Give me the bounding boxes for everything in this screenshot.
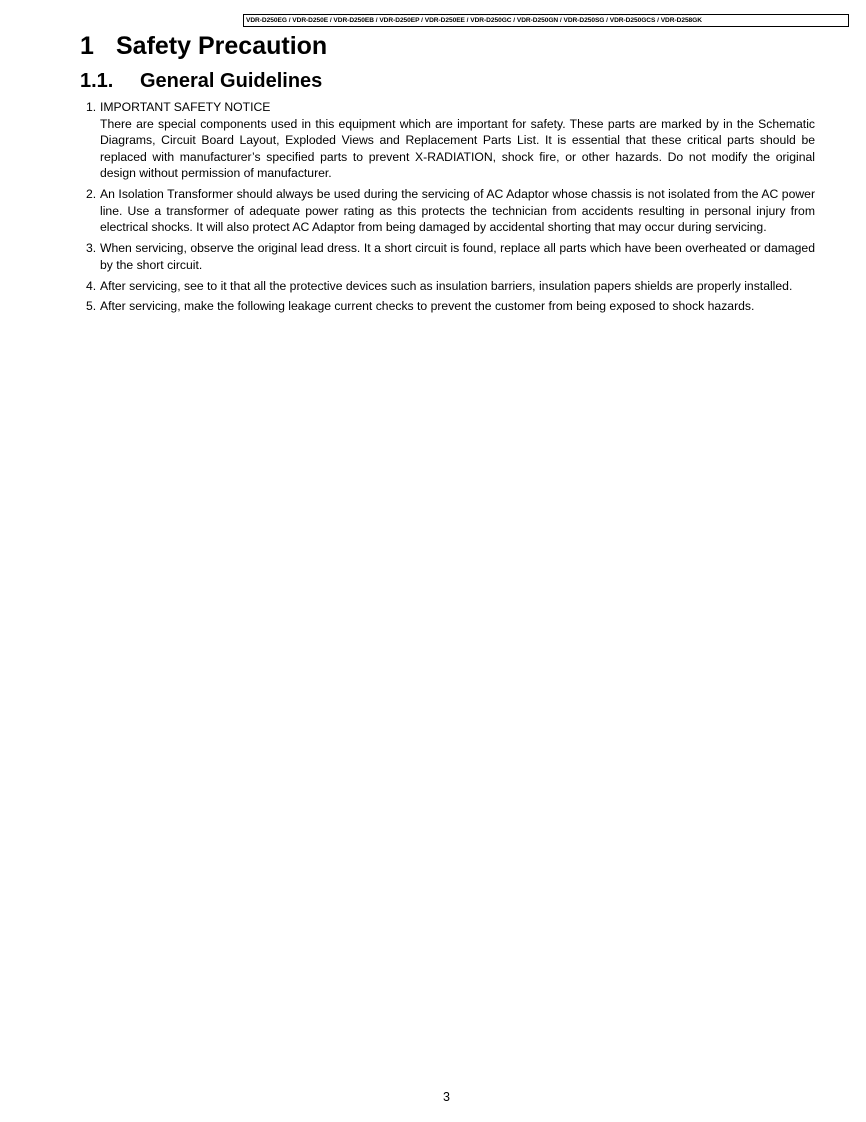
- list-item: [84, 99, 815, 182]
- list-item-title: IMPORTANT SAFETY NOTICE: [100, 100, 271, 114]
- list-item: [84, 298, 815, 315]
- list-item-text: There are special components used in this equipment which are important for safety. These parts are marked by in the Schematic Diagrams, Circuit Board Layout, Exploded Views and Replacement Parts List. It is essential that these critical parts should be replaced with manufacturer’s specified parts to prevent X-RADIATION, shock fire, or other hazards. Do not modify the original design without permission of manufacturer.: [100, 116, 815, 181]
- list-item: [84, 186, 815, 236]
- list-item: [84, 240, 815, 273]
- list-item-number: 3.: [86, 241, 97, 256]
- page-number: 3: [443, 1090, 450, 1104]
- section-title: Safety Precaution: [116, 32, 328, 60]
- list-item-text: After servicing, make the following leakage current checks to prevent the customer from being exposed to shock hazards.: [100, 299, 755, 314]
- list-item-number: 5.: [86, 299, 97, 314]
- list-item: [84, 278, 815, 295]
- subsection-title: General Guidelines: [140, 70, 323, 92]
- subsection-heading: [80, 68, 322, 94]
- section-number: 1: [80, 32, 94, 60]
- list-item-number: 4.: [86, 278, 97, 293]
- list-item-text: An Isolation Transformer should always be used during the servicing of AC Adaptor whose chassis is not isolated from the AC power line. Use a transformer of adequate power rating as this protects the technician from accidents resulting in personal injury from electrical shocks. It will also protect AC Adaptor from being damaged by accidental shorting that may occur during servicing.: [100, 187, 815, 235]
- list-item-number: 1.: [86, 100, 97, 114]
- list-item-text: When servicing, observe the original lead dress. It a short circuit is found, replace all parts which have been overheated or damaged by the short circuit.: [100, 241, 815, 272]
- list-item-number: 2.: [86, 187, 97, 202]
- model-list-header: VDR-D250EG / VDR-D250E / VDR-D250EB / VDR-D250EP / VDR-D250EE / VDR-D250GC / VDR-D250GN / VDR-D250SG / VDR-D250GCS / VDR-D258GK: [243, 14, 849, 27]
- guidelines-list: [84, 99, 815, 319]
- section-heading: [80, 30, 327, 62]
- list-item-text: After servicing, see to it that all the protective devices such as insulation barriers, insulation papers shields are properly installed.: [100, 278, 793, 293]
- subsection-number: 1.1.: [80, 70, 114, 92]
